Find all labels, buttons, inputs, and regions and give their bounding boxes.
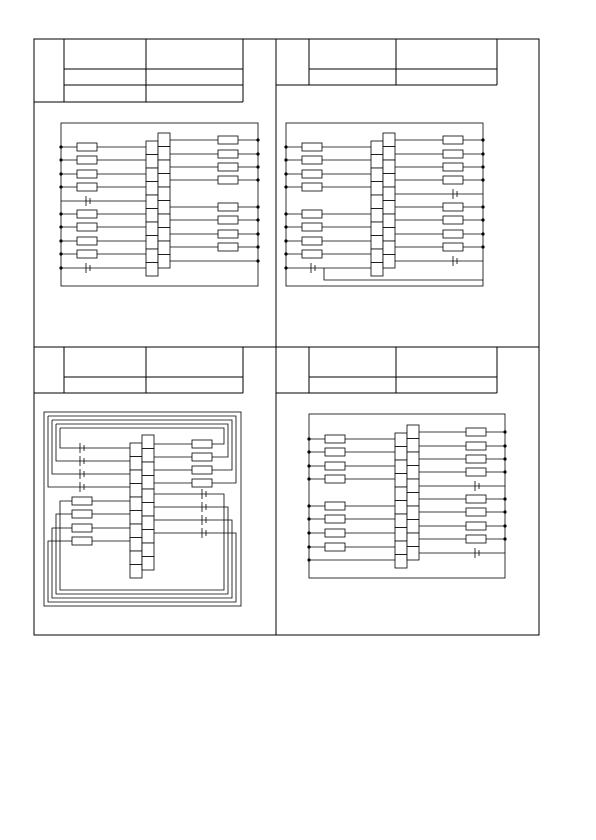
terminal-dot: [307, 450, 310, 453]
resistor: [302, 210, 322, 218]
terminal-cell: [383, 174, 395, 188]
terminal-dot: [503, 430, 506, 433]
terminal-dot: [256, 152, 259, 155]
terminal-dot: [307, 477, 310, 480]
terminal-dot: [481, 232, 484, 235]
terminal-cell: [407, 439, 419, 453]
resistor: [443, 203, 463, 211]
terminal-dot: [481, 205, 484, 208]
resistor: [77, 237, 97, 245]
terminal-block: [395, 433, 407, 568]
resistor: [325, 448, 345, 456]
terminal-dot: [481, 138, 484, 141]
terminal-dot: [256, 259, 259, 262]
terminal-dot: [59, 185, 62, 188]
terminal-dot: [256, 232, 259, 235]
terminal-cell: [395, 555, 407, 569]
terminal-cell: [395, 460, 407, 474]
panel-2-circuit-diagram: [284, 123, 484, 286]
panel-2-header-table: [276, 39, 497, 85]
panel-4-circuit-diagram: [307, 414, 506, 578]
resistor: [302, 156, 322, 164]
terminal-dot: [503, 537, 506, 540]
terminal-cell: [407, 479, 419, 493]
terminal-cell: [130, 565, 142, 579]
terminal-dot: [284, 158, 287, 161]
resistor: [325, 475, 345, 483]
terminal-cell: [158, 214, 170, 228]
terminal-cell: [146, 195, 158, 209]
terminal-cell: [383, 160, 395, 174]
terminal-cell: [383, 241, 395, 255]
terminal-cell: [383, 147, 395, 161]
terminal-cell: [395, 447, 407, 461]
terminal-cell: [383, 187, 395, 201]
resistor: [443, 243, 463, 251]
terminal-block: [130, 443, 142, 578]
terminal-cell: [158, 133, 170, 147]
terminal-dot: [59, 158, 62, 161]
sheet-frame: [34, 39, 539, 635]
terminal-cell: [371, 209, 383, 223]
resistor: [325, 502, 345, 510]
terminal-cell: [146, 182, 158, 196]
terminal-cell: [142, 435, 154, 449]
resistor: [325, 515, 345, 523]
terminal-cell: [146, 168, 158, 182]
terminal-cell: [371, 168, 383, 182]
panel-4-header-table: [276, 347, 497, 393]
terminal-dot: [481, 245, 484, 248]
terminal-dot: [59, 212, 62, 215]
resistor: [72, 537, 92, 545]
terminal-dot: [503, 470, 506, 473]
terminal-dot: [284, 266, 287, 269]
terminal-dot: [59, 266, 62, 269]
terminal-dot: [256, 165, 259, 168]
terminal-cell: [146, 141, 158, 155]
terminal-cell: [371, 263, 383, 277]
terminal-cell: [383, 255, 395, 269]
terminal-cell: [407, 520, 419, 534]
terminal-cell: [142, 503, 154, 517]
resistor: [302, 143, 322, 151]
terminal-block: [407, 425, 419, 560]
terminal-cell: [395, 433, 407, 447]
terminal-cell: [371, 182, 383, 196]
terminal-cell: [142, 516, 154, 530]
terminal-cell: [383, 228, 395, 242]
terminal-cell: [142, 530, 154, 544]
panel-3-circuit-diagram: [44, 412, 241, 606]
resistor: [218, 150, 238, 158]
terminal-dot: [284, 212, 287, 215]
resistor: [466, 535, 486, 543]
resistor: [77, 223, 97, 231]
terminal-cell: [130, 484, 142, 498]
terminal-dot: [59, 252, 62, 255]
terminal-dot: [59, 145, 62, 148]
terminal-cell: [371, 195, 383, 209]
terminal-cell: [395, 474, 407, 488]
terminal-cell: [371, 141, 383, 155]
terminal-dot: [59, 172, 62, 175]
terminal-cell: [395, 528, 407, 542]
resistor: [443, 163, 463, 171]
terminal-dot: [284, 185, 287, 188]
resistor: [218, 136, 238, 144]
terminal-dot: [59, 225, 62, 228]
terminal-cell: [407, 425, 419, 439]
terminal-cell: [146, 222, 158, 236]
terminal-cell: [130, 443, 142, 457]
terminal-cell: [371, 236, 383, 250]
terminal-cell: [407, 466, 419, 480]
resistor: [192, 440, 212, 448]
terminal-cell: [130, 470, 142, 484]
terminal-cell: [395, 487, 407, 501]
panel-3-header-table: [34, 347, 243, 393]
terminal-dot: [307, 558, 310, 561]
resistor: [325, 462, 345, 470]
resistor: [466, 495, 486, 503]
terminal-dot: [481, 218, 484, 221]
terminal-cell: [407, 547, 419, 561]
panel-1-header-table: [34, 39, 243, 102]
resistor: [218, 176, 238, 184]
resistor: [218, 243, 238, 251]
terminal-cell: [395, 541, 407, 555]
terminal-cell: [407, 493, 419, 507]
terminal-cell: [395, 501, 407, 515]
resistor: [443, 216, 463, 224]
resistor: [218, 230, 238, 238]
terminal-cell: [371, 222, 383, 236]
terminal-dot: [481, 178, 484, 181]
terminal-cell: [395, 514, 407, 528]
terminal-cell: [383, 133, 395, 147]
terminal-block: [383, 133, 395, 268]
terminal-dot: [503, 497, 506, 500]
resistor: [77, 183, 97, 191]
terminal-cell: [158, 201, 170, 215]
resistor: [466, 428, 486, 436]
resistor: [302, 183, 322, 191]
terminal-block: [146, 141, 158, 276]
terminal-block: [158, 133, 170, 268]
resistor: [325, 543, 345, 551]
terminal-dot: [307, 517, 310, 520]
resistor: [72, 510, 92, 518]
terminal-cell: [130, 524, 142, 538]
terminal-cell: [158, 174, 170, 188]
terminal-cell: [142, 489, 154, 503]
terminal-cell: [146, 263, 158, 277]
terminal-dot: [503, 457, 506, 460]
terminal-cell: [371, 249, 383, 263]
terminal-dot: [307, 464, 310, 467]
terminal-cell: [158, 187, 170, 201]
terminal-cell: [407, 506, 419, 520]
terminal-cell: [146, 155, 158, 169]
resistor: [218, 216, 238, 224]
resistor: [466, 522, 486, 530]
terminal-cell: [146, 236, 158, 250]
resistor: [302, 170, 322, 178]
terminal-cell: [146, 249, 158, 263]
resistor: [192, 479, 212, 487]
terminal-cell: [383, 201, 395, 215]
terminal-cell: [407, 533, 419, 547]
resistor: [325, 529, 345, 537]
resistor: [77, 210, 97, 218]
resistor: [192, 453, 212, 461]
terminal-dot: [256, 178, 259, 181]
resistor: [77, 250, 97, 258]
wire: [48, 416, 80, 487]
resistor: [302, 250, 322, 258]
terminal-dot: [503, 444, 506, 447]
resistor: [72, 497, 92, 505]
terminal-cell: [158, 255, 170, 269]
terminal-dot: [59, 239, 62, 242]
resistor: [443, 176, 463, 184]
terminal-block: [142, 435, 154, 570]
terminal-cell: [383, 214, 395, 228]
terminal-dot: [256, 205, 259, 208]
resistor: [466, 468, 486, 476]
terminal-dot: [256, 218, 259, 221]
resistor: [77, 170, 97, 178]
terminal-dot: [307, 437, 310, 440]
resistor: [466, 508, 486, 516]
resistor: [443, 150, 463, 158]
terminal-cell: [142, 462, 154, 476]
terminal-dot: [481, 165, 484, 168]
terminal-cell: [158, 241, 170, 255]
terminal-cell: [146, 209, 158, 223]
resistor: [443, 136, 463, 144]
terminal-cell: [142, 449, 154, 463]
terminal-dot: [307, 531, 310, 534]
resistor: [302, 223, 322, 231]
terminal-dot: [503, 524, 506, 527]
terminal-cell: [130, 497, 142, 511]
terminal-cell: [130, 511, 142, 525]
wire: [60, 428, 80, 448]
terminal-cell: [142, 543, 154, 557]
terminal-cell: [142, 557, 154, 571]
resistor: [302, 237, 322, 245]
terminal-cell: [158, 228, 170, 242]
terminal-dot: [256, 245, 259, 248]
terminal-cell: [142, 476, 154, 490]
resistor: [443, 230, 463, 238]
terminal-block: [371, 141, 383, 276]
resistor: [218, 203, 238, 211]
terminal-dot: [481, 152, 484, 155]
terminal-dot: [307, 504, 310, 507]
terminal-dot: [284, 145, 287, 148]
resistor: [77, 143, 97, 151]
terminal-cell: [158, 160, 170, 174]
terminal-dot: [284, 239, 287, 242]
panel-1-circuit-diagram: [59, 123, 259, 286]
resistor: [218, 163, 238, 171]
terminal-dot: [503, 510, 506, 513]
resistor: [466, 455, 486, 463]
terminal-dot: [256, 138, 259, 141]
resistor: [466, 442, 486, 450]
terminal-cell: [130, 538, 142, 552]
terminal-cell: [130, 551, 142, 565]
terminal-cell: [130, 457, 142, 471]
resistor: [192, 466, 212, 474]
wire: [324, 268, 483, 280]
resistor: [77, 156, 97, 164]
terminal-cell: [407, 452, 419, 466]
terminal-dot: [307, 545, 310, 548]
resistor: [325, 435, 345, 443]
terminal-dot: [284, 172, 287, 175]
terminal-dot: [284, 225, 287, 228]
terminal-cell: [158, 147, 170, 161]
resistor: [72, 524, 92, 532]
terminal-cell: [371, 155, 383, 169]
terminal-dot: [284, 252, 287, 255]
